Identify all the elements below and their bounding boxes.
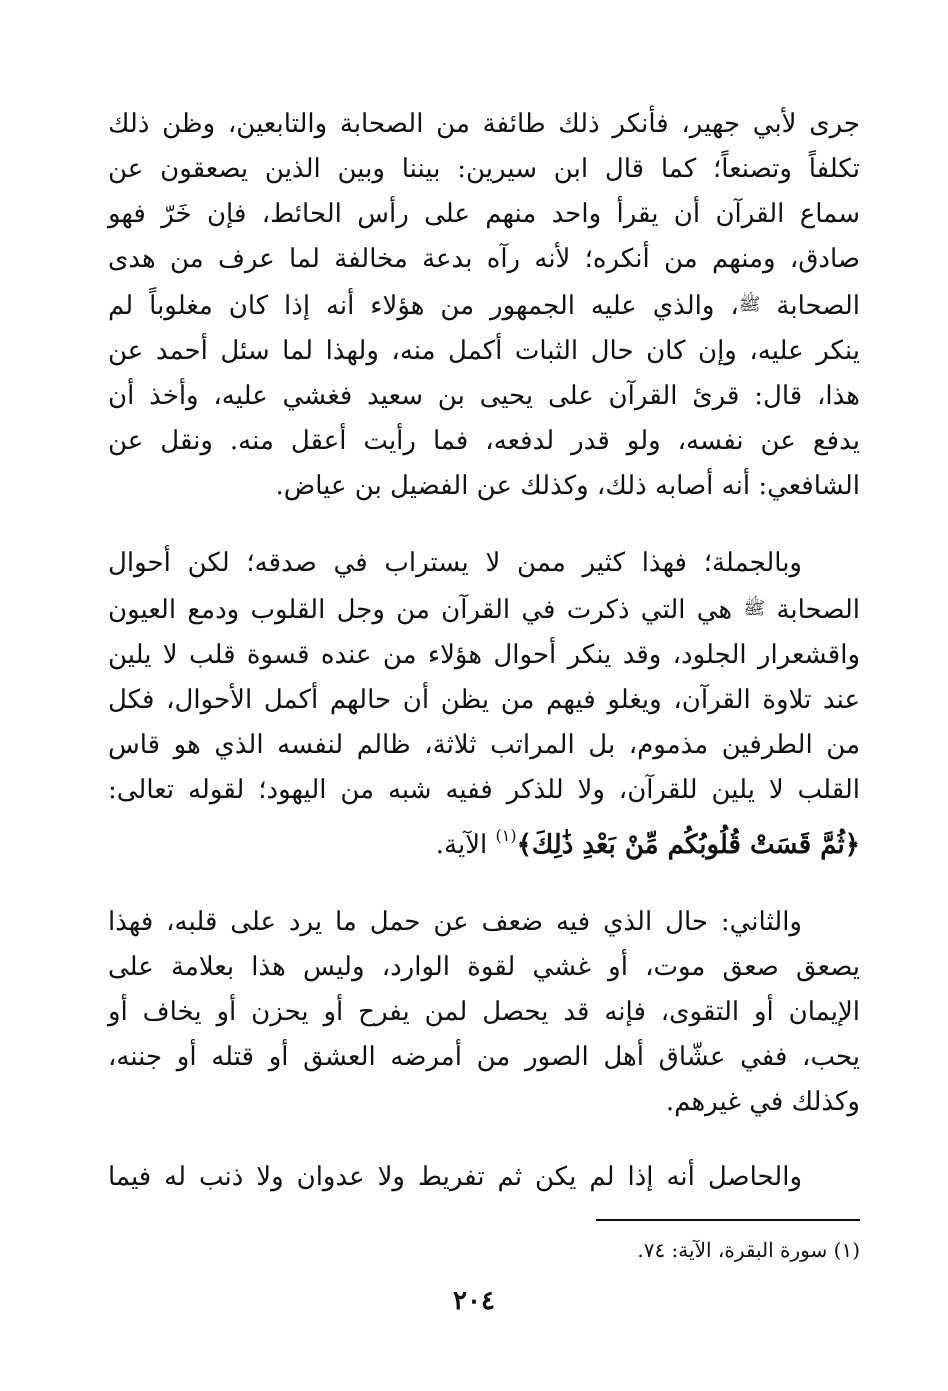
honorific-symbol: ﷺ: [738, 294, 761, 315]
paragraph-spacer: [108, 1125, 860, 1155]
quran-verse: ﴿ثُمَّ قَسَتْ قُلُوبُكُم مِّنْ بَعْدِ ذَٰلِكَ﴾: [516, 830, 860, 860]
paragraph-2: [108, 541, 860, 868]
text-line: القلب لا يلين للقرآن، ولا للذكر ففيه شبه من اليهود؛ لقوله تعالى:: [108, 775, 860, 805]
text-line: وكذلك في غيرهم.: [665, 1087, 860, 1117]
text-line: [108, 586, 860, 633]
footnote-reference: (١): [495, 826, 517, 845]
text-line: جرى لأبي جهير، فأنكر ذلك طائفة من الصحابة والتابعين، وظن ذلك: [108, 109, 860, 139]
text-line: يحب، ففي عشّاق أهل الصور من أمرضه العشق أو قتله أو جننه،: [108, 1042, 861, 1072]
text-line: يدفع عن نفسه، ولو قدر لدفعه، فما رأيت أعقل منه. ونقل عن: [108, 426, 860, 456]
text-line: ينكر عليه، وإن كان حال الثبات أكمل منه، ولهذا لما سئل أحمد عن: [108, 336, 860, 366]
text-line: من الطرفين مذموم، بل المراتب ثلاثة، ظالم لنفسه الذي هو قاس: [108, 730, 860, 760]
text-fragment: الآية.: [435, 830, 496, 860]
text-line: صادق، ومنهم من أنكره؛ لأنه رآه بدعة مخالفة لما عرف من هدى: [108, 244, 860, 274]
paragraph-3: [108, 900, 860, 1125]
text-line: [108, 813, 860, 868]
text-fragment: الصحابة: [776, 291, 860, 321]
text-line: الشافعي: أنه أصابه ذلك، وكذلك عن الفضيل بن عياض.: [275, 471, 860, 501]
paragraph-spacer: [108, 509, 860, 541]
text-line: عند تلاوة القرآن، ويغلو فيهم من يظن أن حالهم أكمل الأحوال، فكل: [108, 685, 861, 715]
text-line: يصعق صعق موت، أو غشي لقوة الوارد، وليس هذا بعلامة على: [108, 952, 860, 982]
paragraph-spacer: [108, 868, 860, 900]
text-line: واقشعرار الجلود، وقد ينكر أحوال هؤلاء من عنده قسوة قلب لا يلين: [108, 640, 860, 670]
paragraph-1: [108, 102, 860, 509]
text-line: تكلفاً وتصنعاً؛ كما قال ابن سيرين: بيننا وبين الذين يصعقون عن: [108, 154, 860, 184]
text-fragment: ، والذي عليه الجمهور من هؤلاء أنه إذا كان مغلوباً لم: [108, 291, 739, 321]
footnote: (١) سورة البقرة، الآية: ٧٤.: [637, 1238, 860, 1262]
honorific-symbol: ﷺ: [743, 598, 766, 619]
main-text: [108, 102, 860, 1200]
text-line: سماع القرآن أن يقرأ واحد منهم على رأس الحائط، فإن خَرّ فهو: [108, 199, 860, 229]
text-fragment: الصحابة: [776, 595, 861, 625]
text-fragment: هي التي ذكرت في القرآن من وجل القلوب ودمع العيون: [108, 595, 733, 625]
text-line: هذا، قال: قرئ القرآن على يحيى بن سعيد فغشي عليه، وأخذ أن: [108, 381, 860, 411]
text-line: والحاصل أنه إذا لم يكن ثم تفريط ولا عدوان ولا ذنب له فيما: [108, 1162, 802, 1192]
text-line: الإيمان أو التقوى، فإنه قد يحصل لمن يفرح أو يحزن أو يخاف أو: [108, 997, 860, 1027]
page-number: ٢٠٤: [453, 1286, 495, 1316]
text-line: [108, 282, 860, 329]
text-line: وبالجملة؛ فهذا كثير ممن لا يستراب في صدقه؛ لكن أحوال: [108, 548, 802, 578]
footnote-divider: [596, 1219, 860, 1221]
text-line: والثاني: حال الذي فيه ضعف عن حمل ما يرد على قلبه، فهذا: [108, 907, 802, 937]
paragraph-4: [108, 1155, 860, 1200]
